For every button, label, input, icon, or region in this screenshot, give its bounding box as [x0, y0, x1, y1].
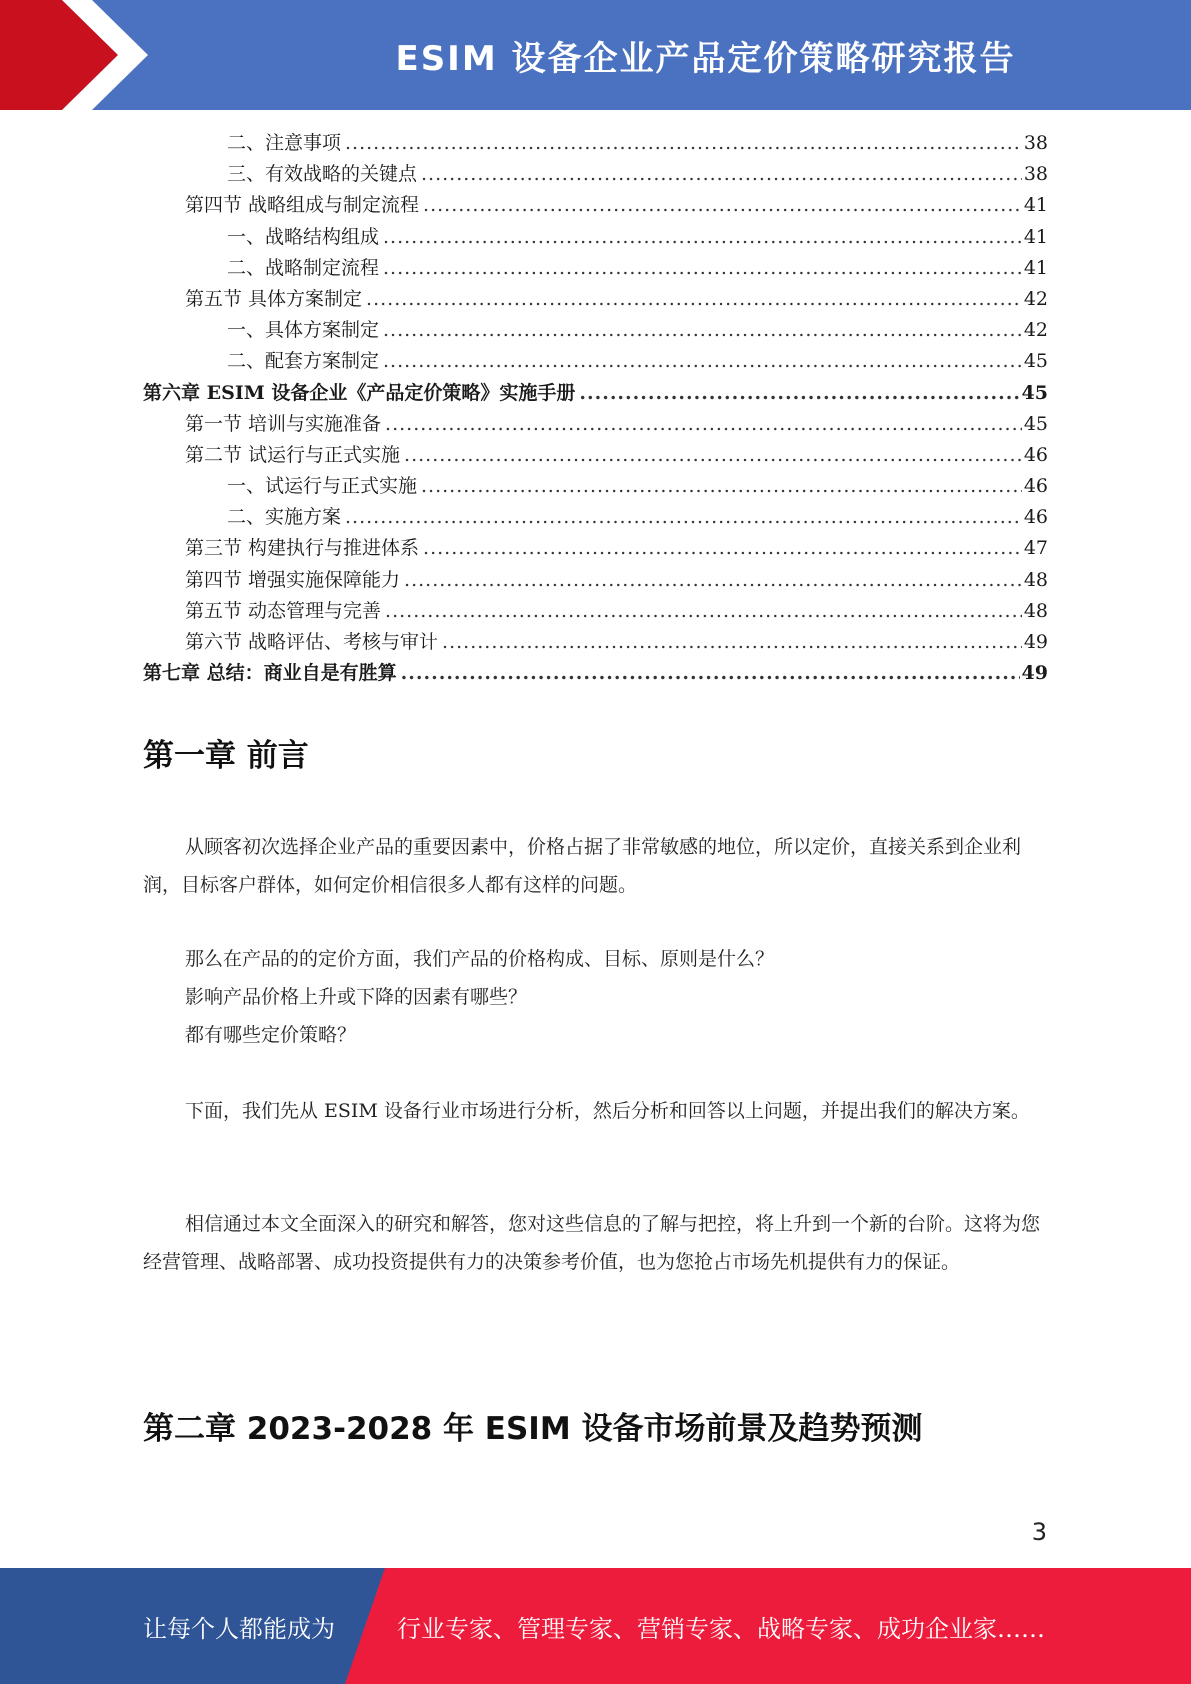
intro-paragraph-2: 下面，我们先从 ESIM 设备行业市场进行分析，然后分析和回答以上问题，并提出我们的解决方案。 — [185, 1100, 1030, 1122]
toc-dot-leader — [404, 440, 1022, 471]
toc-entry-page: 46 — [1023, 475, 1048, 498]
toc-entry-title: 第一节 培训与实施准备 — [185, 412, 382, 435]
toc-entry-title: 三、有效战略的关键点 — [227, 163, 418, 186]
toc-entry-page: 45 — [1023, 350, 1048, 373]
toc-entry-page: 48 — [1023, 599, 1048, 622]
toc-entry[interactable] — [143, 409, 1048, 440]
toc-entry[interactable] — [143, 222, 1048, 253]
page-number: 3 — [1031, 1518, 1047, 1546]
toc-dot-leader — [383, 253, 1022, 284]
toc-dot-leader — [383, 346, 1022, 377]
toc-entry[interactable] — [143, 627, 1048, 658]
intro-paragraph-3: 相信通过本文全面深入的研究和解答，您对这些信息的了解与把控，将上升到一个新的台阶。这将为您经营管理、战略部署、成功投资提供有力的决策参考价值，也为您抢占市场先机提供有力的保证。 — [143, 1213, 1041, 1273]
toc-dot-leader — [423, 533, 1022, 564]
footer-slogan-right: 行业专家、管理专家、营销专家、战略专家、成功企业家…… — [397, 1614, 1045, 1643]
question-item: 影响产品价格上升或下降的因素有哪些？ — [185, 986, 528, 1008]
toc-entry-title: 第二节 试运行与正式实施 — [185, 443, 401, 466]
toc-entry[interactable] — [143, 440, 1048, 471]
toc-entry-page: 49 — [1021, 662, 1048, 685]
toc-entry-title: 二、配套方案制定 — [227, 350, 380, 373]
toc-entry[interactable] — [143, 128, 1048, 159]
toc-dot-leader — [383, 222, 1022, 253]
toc-entry-page: 38 — [1023, 132, 1048, 154]
toc-entry-title: 一、试运行与正式实施 — [227, 475, 418, 498]
toc-entry-title: 一、具体方案制定 — [227, 319, 380, 342]
toc-dot-leader — [442, 627, 1022, 658]
toc-entry-page: 38 — [1023, 163, 1048, 186]
intro-paragraph-1: 从顾客初次选择企业产品的重要因素中，价格占据了非常敏感的地位，所以定价，直接关系到企业利润，目标客户群体，如何定价相信很多人都有这样的问题。 — [143, 836, 1022, 896]
toc-dot-leader — [404, 565, 1022, 596]
toc-dot-leader — [385, 596, 1022, 627]
toc-entry-title: 二、实施方案 — [227, 506, 342, 529]
table-of-contents — [143, 128, 1048, 689]
toc-entry-page: 41 — [1023, 225, 1048, 248]
toc-entry-title: 第四节 增强实施保障能力 — [185, 568, 401, 591]
toc-entry[interactable] — [143, 533, 1048, 564]
toc-dot-leader — [345, 502, 1022, 533]
toc-entry-title: 第五节 具体方案制定 — [185, 287, 363, 310]
toc-entry-page: 41 — [1023, 194, 1048, 217]
toc-entry[interactable] — [143, 658, 1048, 689]
toc-entry[interactable] — [143, 315, 1048, 346]
toc-entry-page: 45 — [1021, 381, 1048, 404]
toc-entry[interactable] — [143, 502, 1048, 533]
toc-dot-leader — [345, 128, 1022, 159]
question-item: 都有哪些定价策略？ — [185, 1024, 357, 1046]
toc-dot-leader — [421, 471, 1022, 502]
toc-entry-page: 47 — [1023, 537, 1048, 560]
toc-entry-title: 第六章 ESIM 设备企业《产品定价策略》实施手册 — [143, 381, 576, 404]
toc-entry[interactable] — [143, 253, 1048, 284]
toc-entry-page: 42 — [1023, 287, 1048, 310]
toc-entry[interactable] — [143, 346, 1048, 377]
question-item: 那么在产品的的定价方面，我们产品的价格构成、目标、原则是什么？ — [185, 948, 775, 970]
chapter-2-heading: 第二章 2023-2028 年 ESIM 设备市场前景及趋势预测 — [143, 1411, 923, 1447]
header-arrow-decoration — [0, 0, 160, 110]
toc-entry-title: 第五节 动态管理与完善 — [185, 599, 382, 622]
toc-entry-title: 二、注意事项 — [227, 132, 342, 154]
toc-entry-page: 42 — [1023, 319, 1048, 342]
toc-dot-leader — [423, 190, 1022, 221]
toc-dot-leader — [579, 378, 1019, 409]
toc-entry-title: 第七章 总结：商业自是有胜算 — [143, 662, 397, 685]
toc-entry[interactable] — [143, 596, 1048, 627]
page-footer — [0, 1568, 1191, 1684]
toc-entry-title: 第四节 战略组成与制定流程 — [185, 194, 420, 217]
toc-dot-leader — [401, 658, 1020, 689]
report-title: ESIM 设备企业产品定价策略研究报告 — [395, 38, 1016, 79]
toc-entry[interactable] — [143, 565, 1048, 596]
toc-entry-title: 二、战略制定流程 — [227, 256, 380, 279]
toc-entry[interactable] — [143, 284, 1048, 315]
footer-slogan-left: 让每个人都能成为 — [143, 1614, 335, 1643]
toc-entry-page: 41 — [1023, 256, 1048, 279]
toc-entry[interactable] — [143, 190, 1048, 221]
toc-entry[interactable] — [143, 378, 1048, 409]
toc-entry-title: 一、战略结构组成 — [227, 225, 380, 248]
toc-entry-page: 45 — [1023, 412, 1048, 435]
question-list — [185, 940, 774, 1054]
chapter-1-heading: 第一章 前言 — [143, 738, 309, 774]
toc-dot-leader — [383, 315, 1022, 346]
toc-entry-title: 第六节 战略评估、考核与审计 — [185, 631, 439, 653]
toc-entry[interactable] — [143, 159, 1048, 190]
toc-entry-page: 48 — [1023, 568, 1048, 591]
toc-dot-leader — [385, 409, 1022, 440]
toc-dot-leader — [421, 159, 1022, 190]
toc-dot-leader — [366, 284, 1022, 315]
toc-entry-title: 第三节 构建执行与推进体系 — [185, 537, 420, 560]
toc-entry-page: 46 — [1023, 443, 1048, 466]
toc-entry-page: 49 — [1023, 631, 1048, 653]
toc-entry[interactable] — [143, 471, 1048, 502]
page-header — [0, 0, 1191, 110]
toc-entry-page: 46 — [1023, 506, 1048, 529]
